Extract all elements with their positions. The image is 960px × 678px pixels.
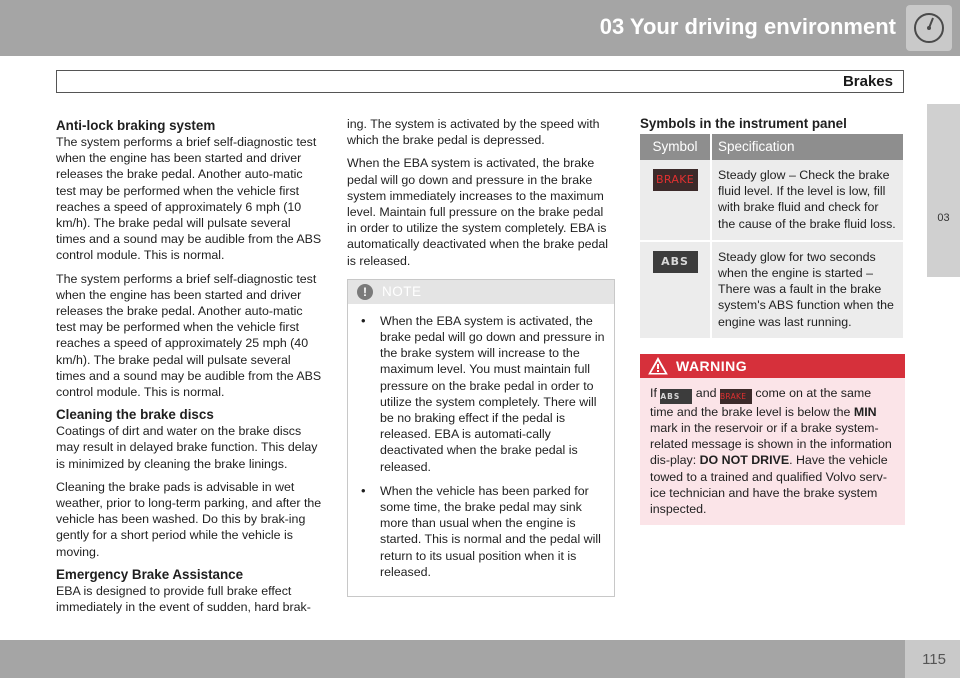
brake-warning-icon: BRAKE [653,169,698,191]
header-bar [0,0,960,56]
note-item: • When the EBA system is activated, the brake pedal will go down and pressure in the brake system will increase to the maximum level. You must maintain full pressure on the brake pedal in order to utilize the system completely. There will be no braking effect if the pedal is released. EBA is automati-cally deactivated when the brake pedal is released. [380,313,606,475]
info-icon: ! [357,284,373,300]
abs-warning-icon: ABS [660,389,692,404]
spec-cell: Steady glow – Check the brake fluid level. If the level is low, fill with brake fluid and check for the cause of the brake fluid loss. [711,160,904,241]
table-row [640,241,904,339]
warning-title: WARNING [676,357,748,374]
eba-paragraph-1: EBA is designed to provide full brake effect immediately in the event of sudden, hard brak- [56,583,311,615]
warning-header [640,354,905,378]
page-number-box [905,640,960,678]
column-header-specification: Specification [711,134,904,160]
abs-heading: Anti-lock braking system [56,118,216,133]
warning-text-part: mark in the reservoir or if a brake system-related message is shown in the information dis-play: [650,421,892,468]
section-bar [56,70,904,93]
side-tab-label: 03 [937,212,950,224]
note-list [348,304,614,596]
discs-heading: Cleaning the brake discs [56,407,214,423]
note-header [348,280,614,304]
abs-warning-icon: ABS [653,251,698,273]
abs-paragraph-1: The system performs a brief self-diagnostic test when the engine has been started and driver releases the brake pedal. Another auto-matic test may be performed when the vehicle first reaches a speed of approximately 6 mph (10 km/h). The brake pedal will pulsate several times and a sound may be audible from the ABS control module. This is normal. [56,135,322,263]
eba-paragraph-1-continued: ing. The system is activated by the speed with which the brake pedal is depressed. [347,117,600,148]
page-number: 115 [922,651,946,668]
note-title: NOTE [382,283,422,299]
discs-paragraph-1: Coatings of dirt and water on the brake discs may result in delayed brake function. This delay is minimized by cleaning the brake linings. [56,424,318,471]
note-box [347,279,615,597]
abs-paragraph-2: The system performs a brief self-diagnostic test when the engine has been started and driver releases the brake pedal. Another auto-matic test may be performed when the vehicle first reaches a speed of approximately 25 mph (40 km/h). The brake pedal will pulsate several times and a sound may be audible from the ABS control module. This is normal. [56,271,322,400]
gauge-icon [906,5,952,51]
column-header-symbol: Symbol [640,134,711,160]
table-header-row [640,134,904,160]
min-label: MIN [853,404,877,419]
warning-box [640,354,905,525]
warning-triangle-icon [648,357,668,375]
table-row [640,160,904,241]
section-title: Brakes [842,73,893,90]
warning-text-part: and [695,385,717,400]
warning-text-part: come on at the same time and the brake level is below the [650,385,872,419]
discs-paragraph-2: Cleaning the brake pads is advisable in wet weather, prior to long-term parking, and after the vehicle has been washed. Do this by brak-ing gently for a short period while the vehicle is moving. [56,479,322,559]
brake-warning-icon: BRAKE [720,389,752,404]
column-3 [640,116,905,525]
symbols-table [640,134,905,340]
warning-text-part: If [650,385,657,400]
warning-text-part: . Have the vehicle towed to a trained and qualified Volvo serv-ice technician and have the brake system inspected. [650,453,888,517]
column-1 [56,116,323,622]
spec-cell: Steady glow for two seconds when the engine is started – There was a fault in the brake system's ABS function when the engine was last running. [711,241,904,339]
symbols-heading: Symbols in the instrument panel [640,116,847,131]
do-not-drive-label: DO NOT DRIVE [699,453,790,468]
note-item: • When the vehicle has been parked for some time, the brake pedal may sink more than usual when the engine is started. This is normal and the pedal will return to its usual position when it is released. [380,483,606,580]
chapter-side-tab [927,104,960,277]
warning-text [640,378,905,525]
eba-heading: Emergency Brake Assistance [56,566,244,582]
chapter-title: 03 Your driving environment [599,14,896,39]
symbol-cell [640,241,711,339]
column-2 [347,116,615,597]
eba-paragraph-2: When the EBA system is activated, the brake pedal will go down and pressure in the brake system immediately increases to the maximum level. Maintain full pressure on the brake pedal in order to utilize the system completely. EBA is automatically deactivated when the brake pedal is released. [347,156,609,268]
symbol-cell [640,160,711,241]
footer-bar [0,640,960,678]
